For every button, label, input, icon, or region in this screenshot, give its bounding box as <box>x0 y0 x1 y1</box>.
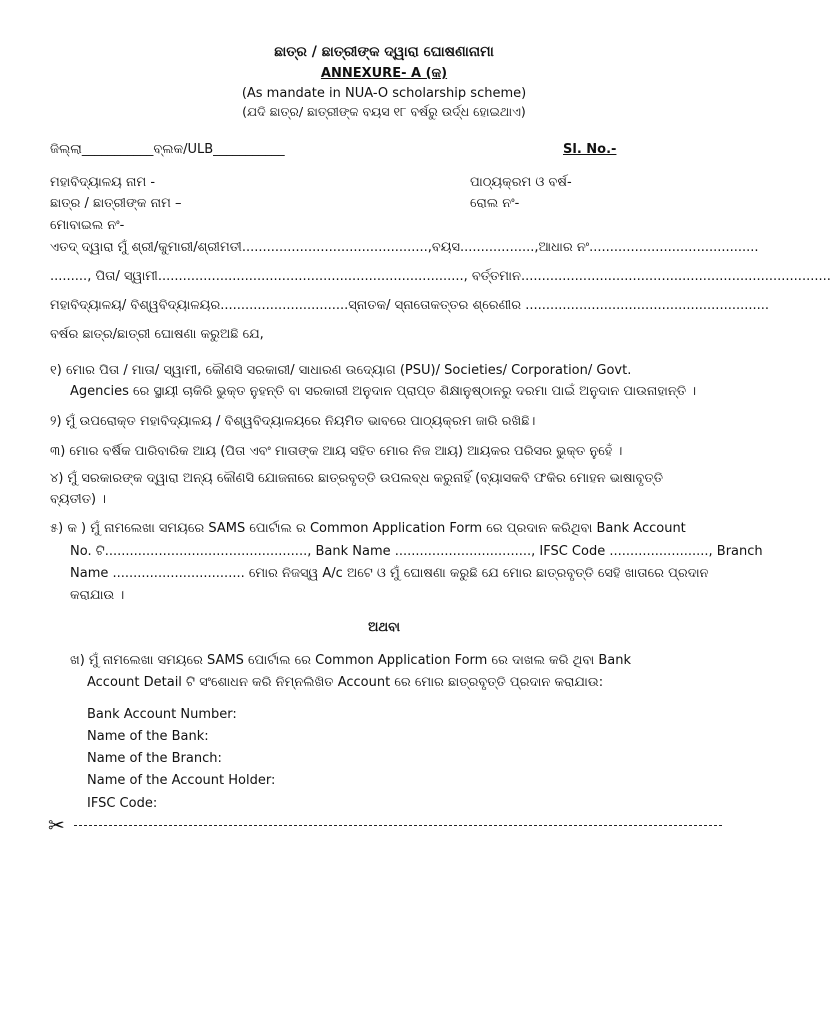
point-5a-continued: No. ଟି................................................., Bank Name ................................., IFSC Code ........................, Branch <box>70 544 763 559</box>
roll-number-label: ରୋଲ ନଂ- <box>470 196 520 211</box>
district-block-field: ଜିଲ୍ଲା___________ବ୍ଲକ/ULB___________ <box>50 142 285 157</box>
mobile-number-label: ମୋବାଇଲ ନଂ- <box>50 218 125 233</box>
ifsc-code-label: IFSC Code: <box>87 796 158 811</box>
declaration-line: ମହାବିଦ୍ୟାଳୟ/ ବିଶ୍ୱବିଦ୍ୟାଳୟର...............................ସ୍ନାତକ/ ସ୍ନାତୋକତ୍ତର ଶ୍ରେଣୀର ........................................................... <box>50 298 770 313</box>
point-5b-continued: Account Detail ଟି ସଂଶୋଧନ କରି ନିମ୍ନଲିଖିତ Account ରେ ମୋର ଛାତ୍ରବୃତ୍ତି ପ୍ରଦାନ କରାଯାଉ: <box>87 675 604 690</box>
declaration-line: ........., ପିତା/ ସ୍ୱାମୀ.........................................................................., ବର୍ତ୍ତମାନ........................................................................... <box>50 269 831 284</box>
college-name-label: ମହାବିଦ୍ୟାଳୟ ନାମ - <box>50 175 156 190</box>
age-condition-note: (ଯଦି ଛାତ୍ର/ ଛାତ୍ରୀଙ୍କ ବୟସ ୧୮ ବର୍ଷରୁ ଉର୍ଦ୍ଧ ହୋଇଥାଏ) <box>242 104 526 119</box>
point-1-continued: Agencies ରେ ସ୍ଥାୟୀ ଚାକିରି ଭୁକ୍ତ ନୁହନ୍ତି ବା ସରକାରୀ ଅନୁଦାନ ପ୍ରାପ୍ତ ଶିକ୍ଷାନୁଷ୍ଠାନରୁ ଦରମା ପାଇଁ ଅନୁଦାନ ପାଉନାହାନ୍ତି । <box>70 384 697 399</box>
course-year-label: ପାଠ୍ୟକ୍ରମ ଓ ବର୍ଷ- <box>470 175 572 190</box>
or-separator: ଅଥବା <box>368 620 400 635</box>
annexure-label: ANNEXURE- A (କ) <box>320 66 448 81</box>
scissors-icon: ✂ <box>48 813 65 837</box>
point-2: ୨) ମୁଁ ଉପରୋକ୍ତ ମହାବିଦ୍ୟାଳୟ / ବିଶ୍ୱବିଦ୍ୟାଳୟରେ ନିୟମିତ ଭାବରେ ପାଠ୍ୟକ୍ରମ ଜାରି ରଖିଛି। <box>50 414 536 429</box>
declaration-line: ବର୍ଷର ଛାତ୍ର/ଛାତ୍ରୀ ଘୋଷଣା କରୁଅଛି ଯେ, <box>50 327 264 342</box>
point-1: ୧) ମୋର ପିତା / ମାତା/ ସ୍ୱାମୀ, କୌଣସି ସରକାରୀ/ ସାଧାରଣ ଉଦ୍ୟୋଗ (PSU)/ Societies/ Corporation/ Govt. <box>50 363 632 378</box>
student-name-label: ଛାତ୍ର / ଛାତ୍ରୀଙ୍କ ନାମ – <box>50 196 182 211</box>
mandate-note: (As mandate in NUA-O scholarship scheme) <box>241 86 527 101</box>
point-3: ୩) ମୋର ବର୍ଷିକ ପାରିବାରିକ ଆୟ (ପିତା ଏବଂ ମାତାଙ୍କ ଆୟ ସହିତ ମୋର ନିଜ ଆୟ) ଆୟକର ପରିସର ଭୁକ୍ତ ନୁହେଁ । <box>50 444 623 459</box>
account-holder-label: Name of the Account Holder: <box>87 773 276 788</box>
point-5a-continued: Name ................................ ମୋର ନିଜସ୍ୱ A/c ଅଟେ ଓ ମୁଁ ଘୋଷଣା କରୁଛି ଯେ ମୋର ଛାତ୍ରବୃତ୍ତି ସେହି ଖାତାରେ ପ୍ରଦାନ <box>70 566 709 581</box>
branch-name-label: Name of the Branch: <box>87 751 222 766</box>
point-5a-continued: କରାଯାଉ । <box>70 588 125 603</box>
form-title: ଛାତ୍ର / ଛାତ୍ରୀଙ୍କ ଦ୍ୱାରା ଘୋଷଣାନାମା <box>274 44 494 60</box>
bank-account-number-label: Bank Account Number: <box>87 707 237 722</box>
point-5b: ଖ) ମୁଁ ନାମଲେଖା ସମୟରେ SAMS ପୋର୍ଟାଲ ରେ Common Application Form ରେ ଦାଖଲ କରି ଥିବା Bank <box>70 653 631 668</box>
point-4: ୪) ମୁଁ ସରକାରଙ୍କ ଦ୍ୱାରା ଅନ୍ୟ କୌଣସି ଯୋଜନାରେ ଛାତ୍ରବୃତ୍ତି ଉପଲବ୍ଧ କରୁନାହିଁ (ବ୍ୟାସକବି ଫକିର ମୋହନ ଭାଷାବୃତ୍ତି <box>50 471 663 486</box>
dashed-divider <box>74 825 722 826</box>
cut-line <box>48 813 728 837</box>
point-5a: ୫) କ ) ମୁଁ ନାମଲେଖା ସମୟରେ SAMS ପୋର୍ଟାଲ ର Common Application Form ରେ ପ୍ରଦାନ କରିଥିବା Bank Account <box>50 521 686 536</box>
declaration-line: ଏତଦ୍ ଦ୍ୱାରା ମୁଁ ଶ୍ରୀ/କୁମାରୀ/ଶ୍ରୀମତୀ.............................................,ବୟସ..................,ଆଧାର ନଂ......................................... <box>50 240 759 255</box>
serial-number-label: Sl. No.- <box>563 142 617 157</box>
point-4-continued: ବ୍ୟତୀତ) । <box>50 492 107 507</box>
bank-name-label: Name of the Bank: <box>87 729 209 744</box>
